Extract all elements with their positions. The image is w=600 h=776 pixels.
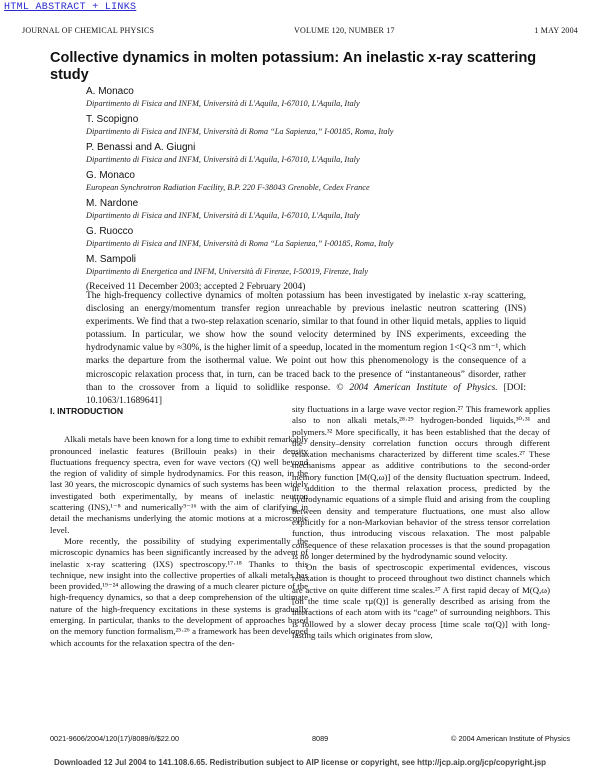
abstract [86,290,526,408]
paragraph: On the basis of spectroscopic experimental evidences, viscous relaxation is thought to proceed throughout two distinct channels which are active on quite different time scales.²⁷ A first rapid decay of M(Q,ω) [on the time scale τμ(Q)] is generally described as arising from the interactions of each atom with its “cage” of surrounding neighbors. This is followed by a slower decay process [time scale τα(Q)] with long-lasting tails which originates from slow, [292,562,550,640]
footer-code: 0021-9606/2004/120(17)/8089/6/$22.00 [50,734,180,743]
author-name: T. Scopigno [86,114,139,125]
author-affiliation: European Synchrotron Radiation Facility, B.P. 220 F-38043 Grenoble, Cedex France [86,183,370,192]
paragraph: Alkali metals have been known for a long time to exhibit remarkably pronounced inelastic features (Brillouin peaks) in their density fluctuations frequency spectra, even for wave vectors (Q) well beyond the region of validity of simple hydrodynamics. For this reason, in the last 30 years, the microscopic dynamics of such systems has been widely investigated both experimentally, by means of inelastic neutron scattering (INS),¹⁻⁸ and numerically⁹⁻¹⁶ with the aim of clarifying in detail the mechanisms underlying the atomic motions at a microscopic level. [50,434,308,535]
download-note: Downloaded 12 Jul 2004 to 141.108.6.65. Redistribution subject to AIP license or copyright, see http://jcp.aip.org/jcp/copyright.jsp [53,758,547,767]
author-name: G. Monaco [86,170,135,181]
running-header [22,26,578,38]
author-list [86,86,586,292]
page-footer [50,734,570,746]
author-affiliation: Dipartimento di Fisica and INFM, Università di L'Aquila, I-67010, L'Aquila, Italy [86,99,360,108]
doi[interactable]: [DOI: 10.1063/1.1689641] [86,382,527,406]
paragraph: More recently, the possibility of studying experimentally the microscopic dynamics has been significantly increased by the advent of inelastic x-ray scattering (IXS) spectroscopy.¹⁷·¹⁸ Thanks to this technique, new insight into the collective properties of alkali metals has been provided,¹⁹⁻²⁴ allowing the drawing of a much clearer picture of the high-frequency dynamics, so that a deep comprehension of the ultimate nature of the high-frequency excitations in these systems is gradually emerging. In particular, thanks to the development of approaches based on the memory function formalism,²⁵·²⁶ a framework has been developed which accounts for the relaxation spectra of the den- [50,535,308,648]
author-name: M. Nardone [86,198,139,209]
footer-copyright: © 2004 American Institute of Physics [451,734,570,743]
page-number: 8089 [312,734,329,743]
received-dates: (Received 11 December 2003; accepted 2 February 2004) [86,282,306,292]
issue-date: 1 MAY 2004 [534,26,578,35]
author-block [86,226,586,249]
author-block [86,170,586,193]
author-affiliation: Dipartimento di Fisica and INFM, Università di Roma “La Sapienza,” I-00185, Roma, Italy [86,239,394,248]
article-title: Collective dynamics in molten potassium: An inelastic x-ray scattering study [50,50,537,83]
author-affiliation: Dipartimento di Fisica and INFM, Università di L'Aquila, I-67010, L'Aquila, Italy [86,155,360,164]
author-block [86,142,586,165]
author-affiliation: Dipartimento di Energetica and INFM, Università di Firenze, I-50019, Firenze, Italy [86,267,369,276]
journal-name: JOURNAL OF CHEMICAL PHYSICS [22,26,155,35]
author-block [86,198,586,221]
copyright-notice: © 2004 American Institute of Physics. [336,382,498,393]
author-affiliation: Dipartimento di Fisica and INFM, Università di Roma “La Sapienza,” I-00185, Roma, Italy [86,127,394,136]
abstract-text: The high-frequency collective dynamics of molten potassium has been investigated by inelastic x-ray scattering, disclosing an energy/momentum transfer region unreachable by previous inelastic neutron scattering (INS) experiments. We find that a two-step relaxation scenario, similar to that found in other liquid metals, applies to liquid potassium. In particular, we show how the sound velocity determined by INS experiments, exceeding the hydrodynamic value by ≈30%, is the higher limit of a speedup, located in the momentum region 1<Q<3 nm⁻¹, which marks the departure from the isothermal value. We point out how this phenomenology is the consequence of a microscopic relaxation process that, in turn, can be traced back to the presence of “instantaneous” disorder, rather than to the crossover from a liquid to solidlike response. [86,291,526,393]
author-name: M. Sampoli [86,254,137,265]
section-heading: I. INTRODUCTION [50,406,124,416]
author-name: A. Monaco [86,86,134,97]
author-block [86,254,586,277]
author-block [86,114,586,137]
volume-number: VOLUME 120, NUMBER 17 [294,26,395,35]
right-column [292,404,550,641]
author-name: G. Ruocco [86,226,134,237]
left-column [50,406,308,649]
paragraph: sity fluctuations in a large wave vector region.²⁷ This framework applies also to non alkali metals,²⁸·²⁹ hydrogen-bonded liquids,³⁰·³¹ and polymers.³² More specifically, it has been established that the decay of the density–density correlation function occurs through different relaxation mechanisms characterized by different time scales.²⁷ These mechanisms appear as additive contributions to the second-order memory function [M(Q,ω)] of the density fluctuation spectrum. Indeed, in addition to the thermal relaxation process, predicted by the hydrodynamic equations of a simple fluid and arising from the coupling between density and temperature fluctuations, one must also allow explicitly for a non-Markovian behavior of the stress tensor correlation function, thus introducing viscous relaxation. The most palpable consequence of these relaxation processes is that the sound propagation is no longer determined by the hydrodynamic sound velocity. [292,404,550,561]
html-abstract-links[interactable]: HTML ABSTRACT + LINKS [4,2,137,13]
author-affiliation: Dipartimento di Fisica and INFM, Università di L'Aquila, I-67010, L'Aquila, Italy [86,211,360,220]
author-name: P. Benassi and A. Giugni [86,142,196,153]
author-block [86,86,586,109]
